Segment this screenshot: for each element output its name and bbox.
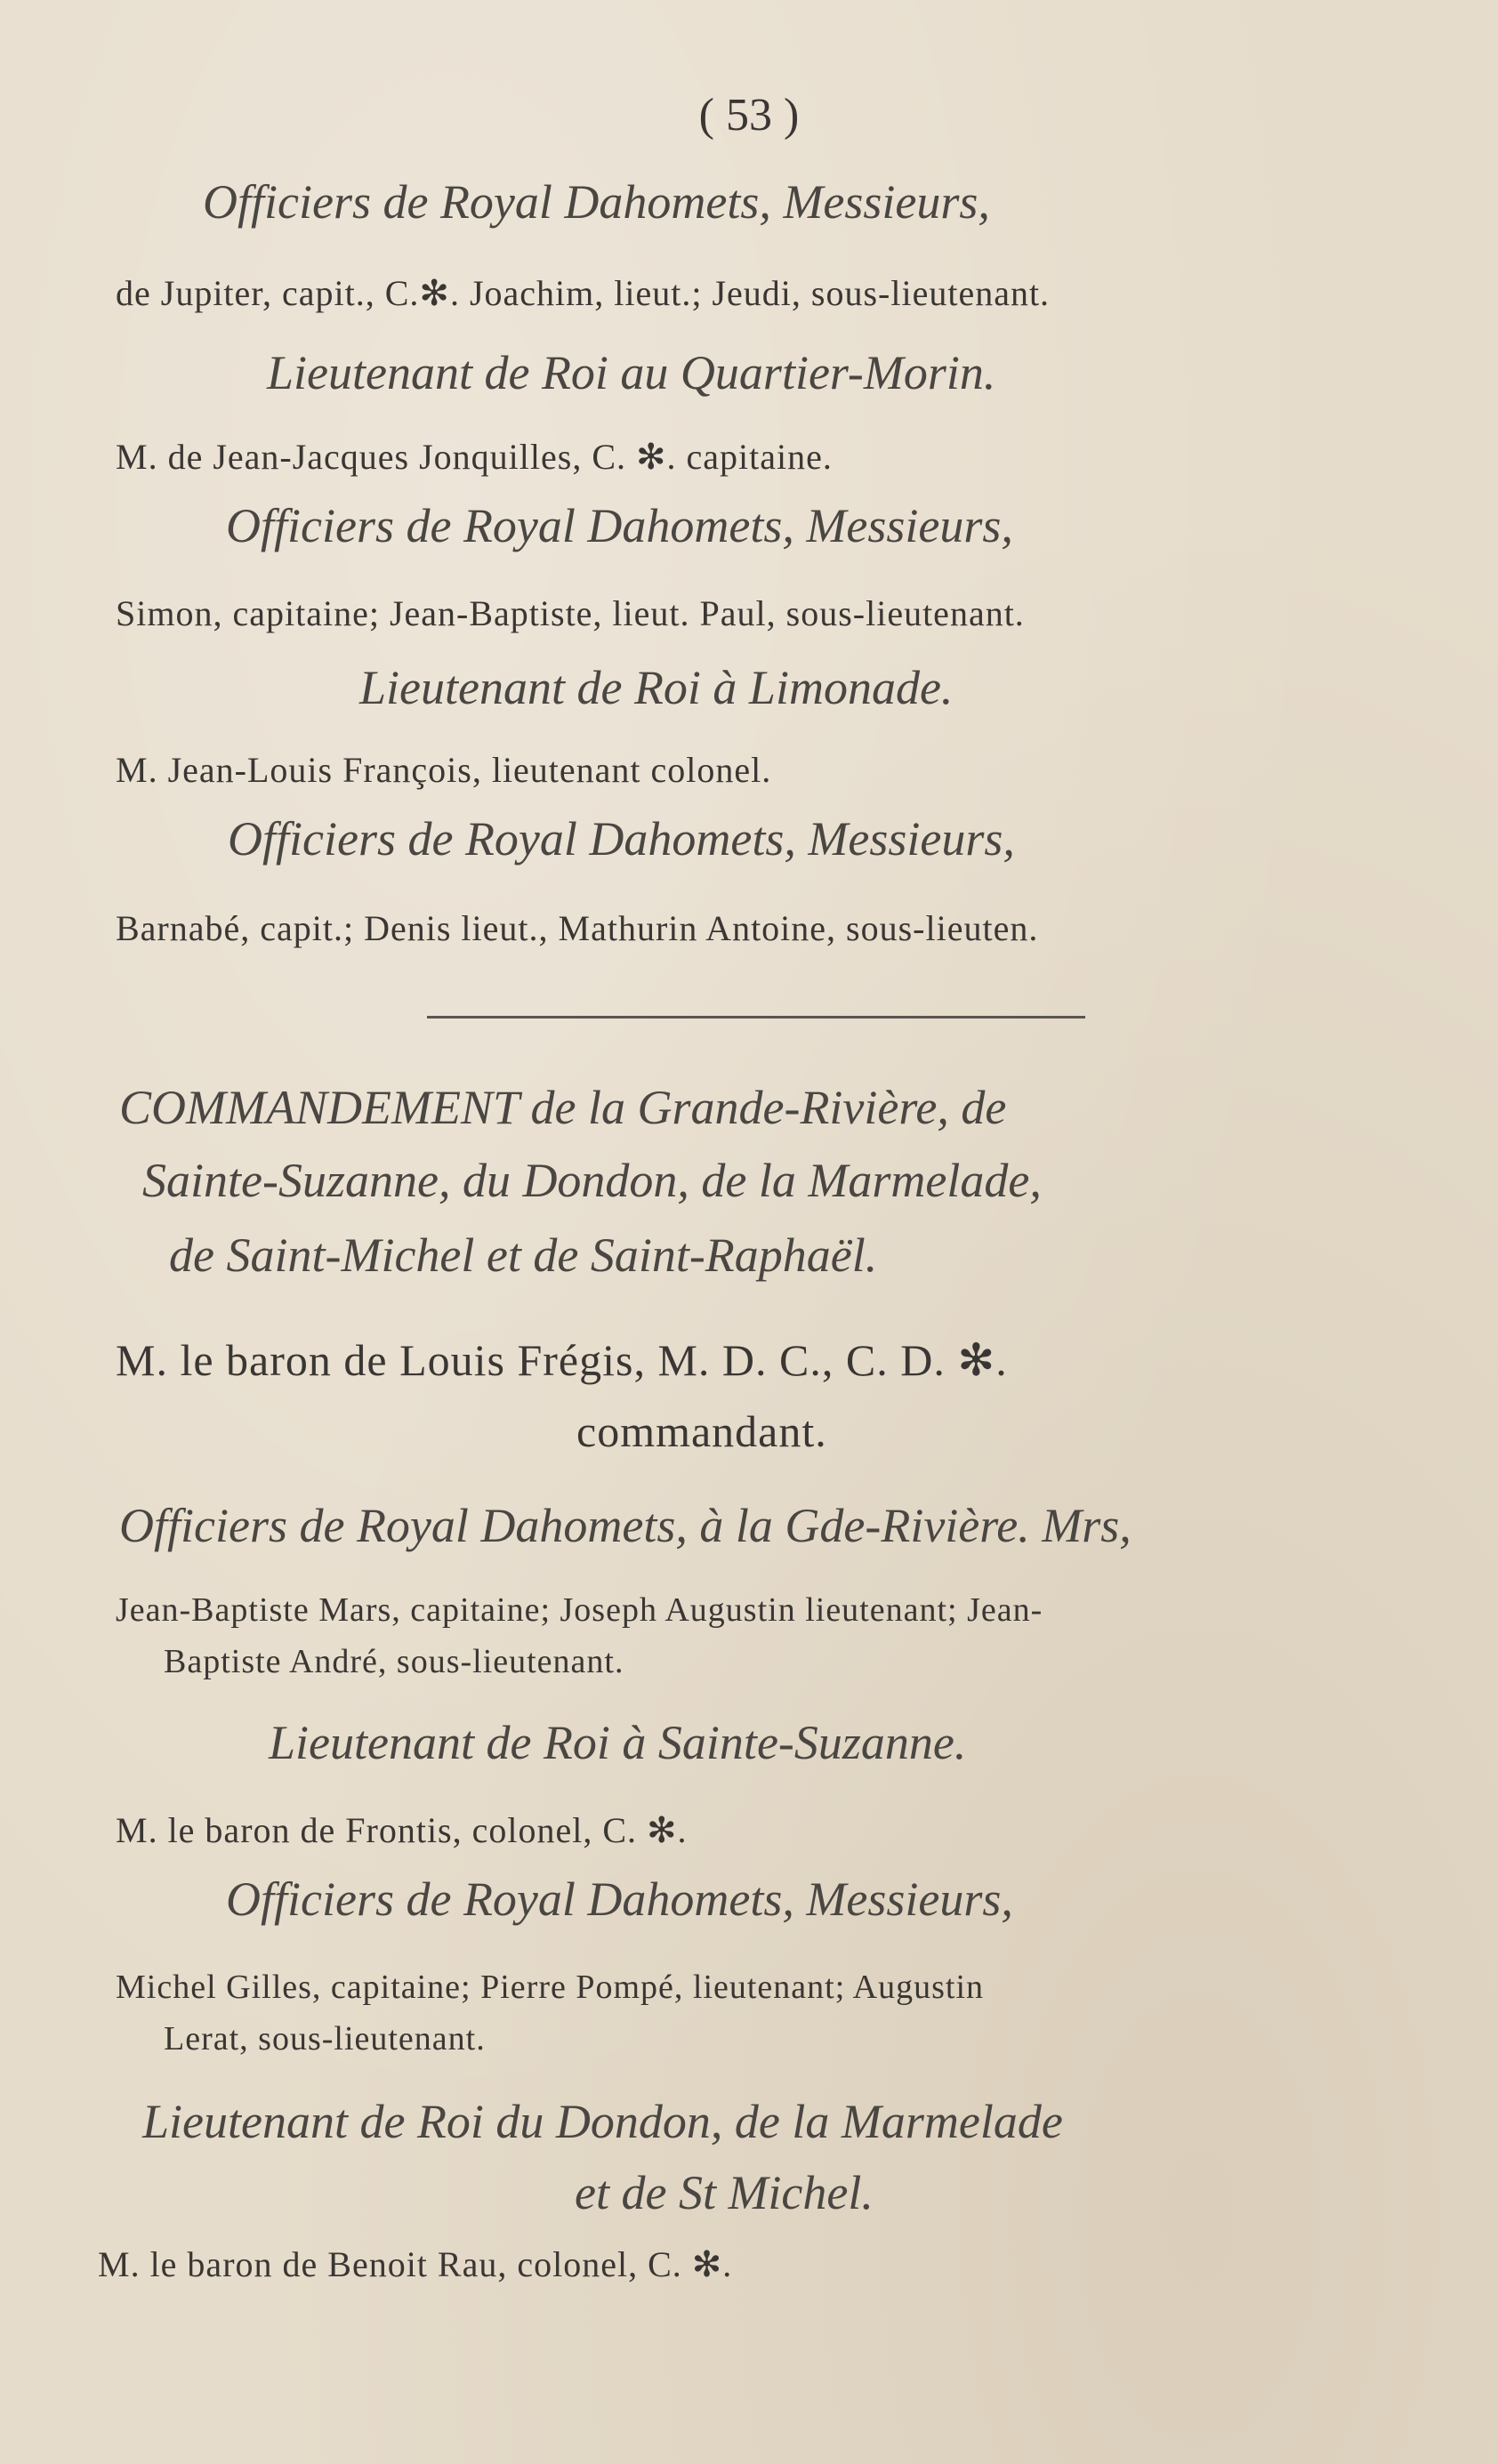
- entry-line-11: M. le baron de Benoit Rau, colonel, C. ✻.: [98, 2244, 733, 2284]
- heading-officiers-4: Officiers de Royal Dahomets, Messieurs,: [226, 1872, 1013, 1926]
- heading-officiers-gde-riviere: Officiers de Royal Dahomets, à la Gde-Rivière. Mrs,: [119, 1499, 1132, 1552]
- page-number: ( 53 ): [698, 90, 800, 141]
- entry-line-1: de Jupiter, capit., C.✻. Joachim, lieut.; Jeudi, sous-lieutenant.: [116, 273, 1051, 313]
- entry-line-2: M. de Jean-Jacques Jonquilles, C. ✻. capitaine.: [116, 437, 833, 477]
- entry-line-7: Baptiste André, sous-lieutenant.: [164, 1643, 624, 1680]
- entry-line-10: Lerat, sous-lieutenant.: [164, 2020, 486, 2057]
- entry-line-8: M. le baron de Frontis, colonel, C. ✻.: [116, 1810, 688, 1850]
- entry-commandant-1: M. le baron de Louis Frégis, M. D. C., C. D. ✻.: [116, 1335, 1008, 1385]
- heading-lieutenant-limonade: Lieutenant de Roi à Limonade.: [359, 661, 954, 714]
- entry-line-5: Barnabé, capit.; Denis lieut., Mathurin Antoine, sous-lieuten.: [116, 908, 1039, 948]
- entry-line-4: M. Jean-Louis François, lieutenant colonel.: [116, 750, 772, 790]
- heading-commandement-1: COMMANDEMENT de la Grande-Rivière, de: [119, 1081, 1007, 1134]
- heading-commandement-2: Sainte-Suzanne, du Dondon, de la Marmelade,: [142, 1154, 1042, 1207]
- entry-line-9: Michel Gilles, capitaine; Pierre Pompé, lieutenant; Augustin: [116, 1969, 985, 2006]
- heading-lieutenant-sainte-suzanne: Lieutenant de Roi à Sainte-Suzanne.: [269, 1716, 967, 1769]
- entry-line-3: Simon, capitaine; Jean-Baptiste, lieut. Paul, sous-lieutenant.: [116, 593, 1025, 633]
- section-divider: [427, 1016, 1085, 1019]
- entry-line-6: Jean-Baptiste Mars, capitaine; Joseph Augustin lieutenant; Jean-: [116, 1591, 1043, 1629]
- heading-lieutenant-dondon-1: Lieutenant de Roi du Dondon, de la Marmelade: [142, 2095, 1063, 2148]
- heading-lieutenant-dondon-2: et de St Michel.: [575, 2166, 874, 2219]
- heading-officiers-2: Officiers de Royal Dahomets, Messieurs,: [226, 499, 1013, 552]
- heading-officiers-3: Officiers de Royal Dahomets, Messieurs,: [228, 812, 1015, 866]
- entry-commandant-2: commandant.: [576, 1406, 827, 1456]
- heading-lieutenant-quartier-morin: Lieutenant de Roi au Quartier-Morin.: [267, 346, 996, 399]
- heading-officiers-1: Officiers de Royal Dahomets, Messieurs,: [203, 175, 990, 229]
- heading-commandement-3: de Saint-Michel et de Saint-Raphaël.: [169, 1228, 878, 1282]
